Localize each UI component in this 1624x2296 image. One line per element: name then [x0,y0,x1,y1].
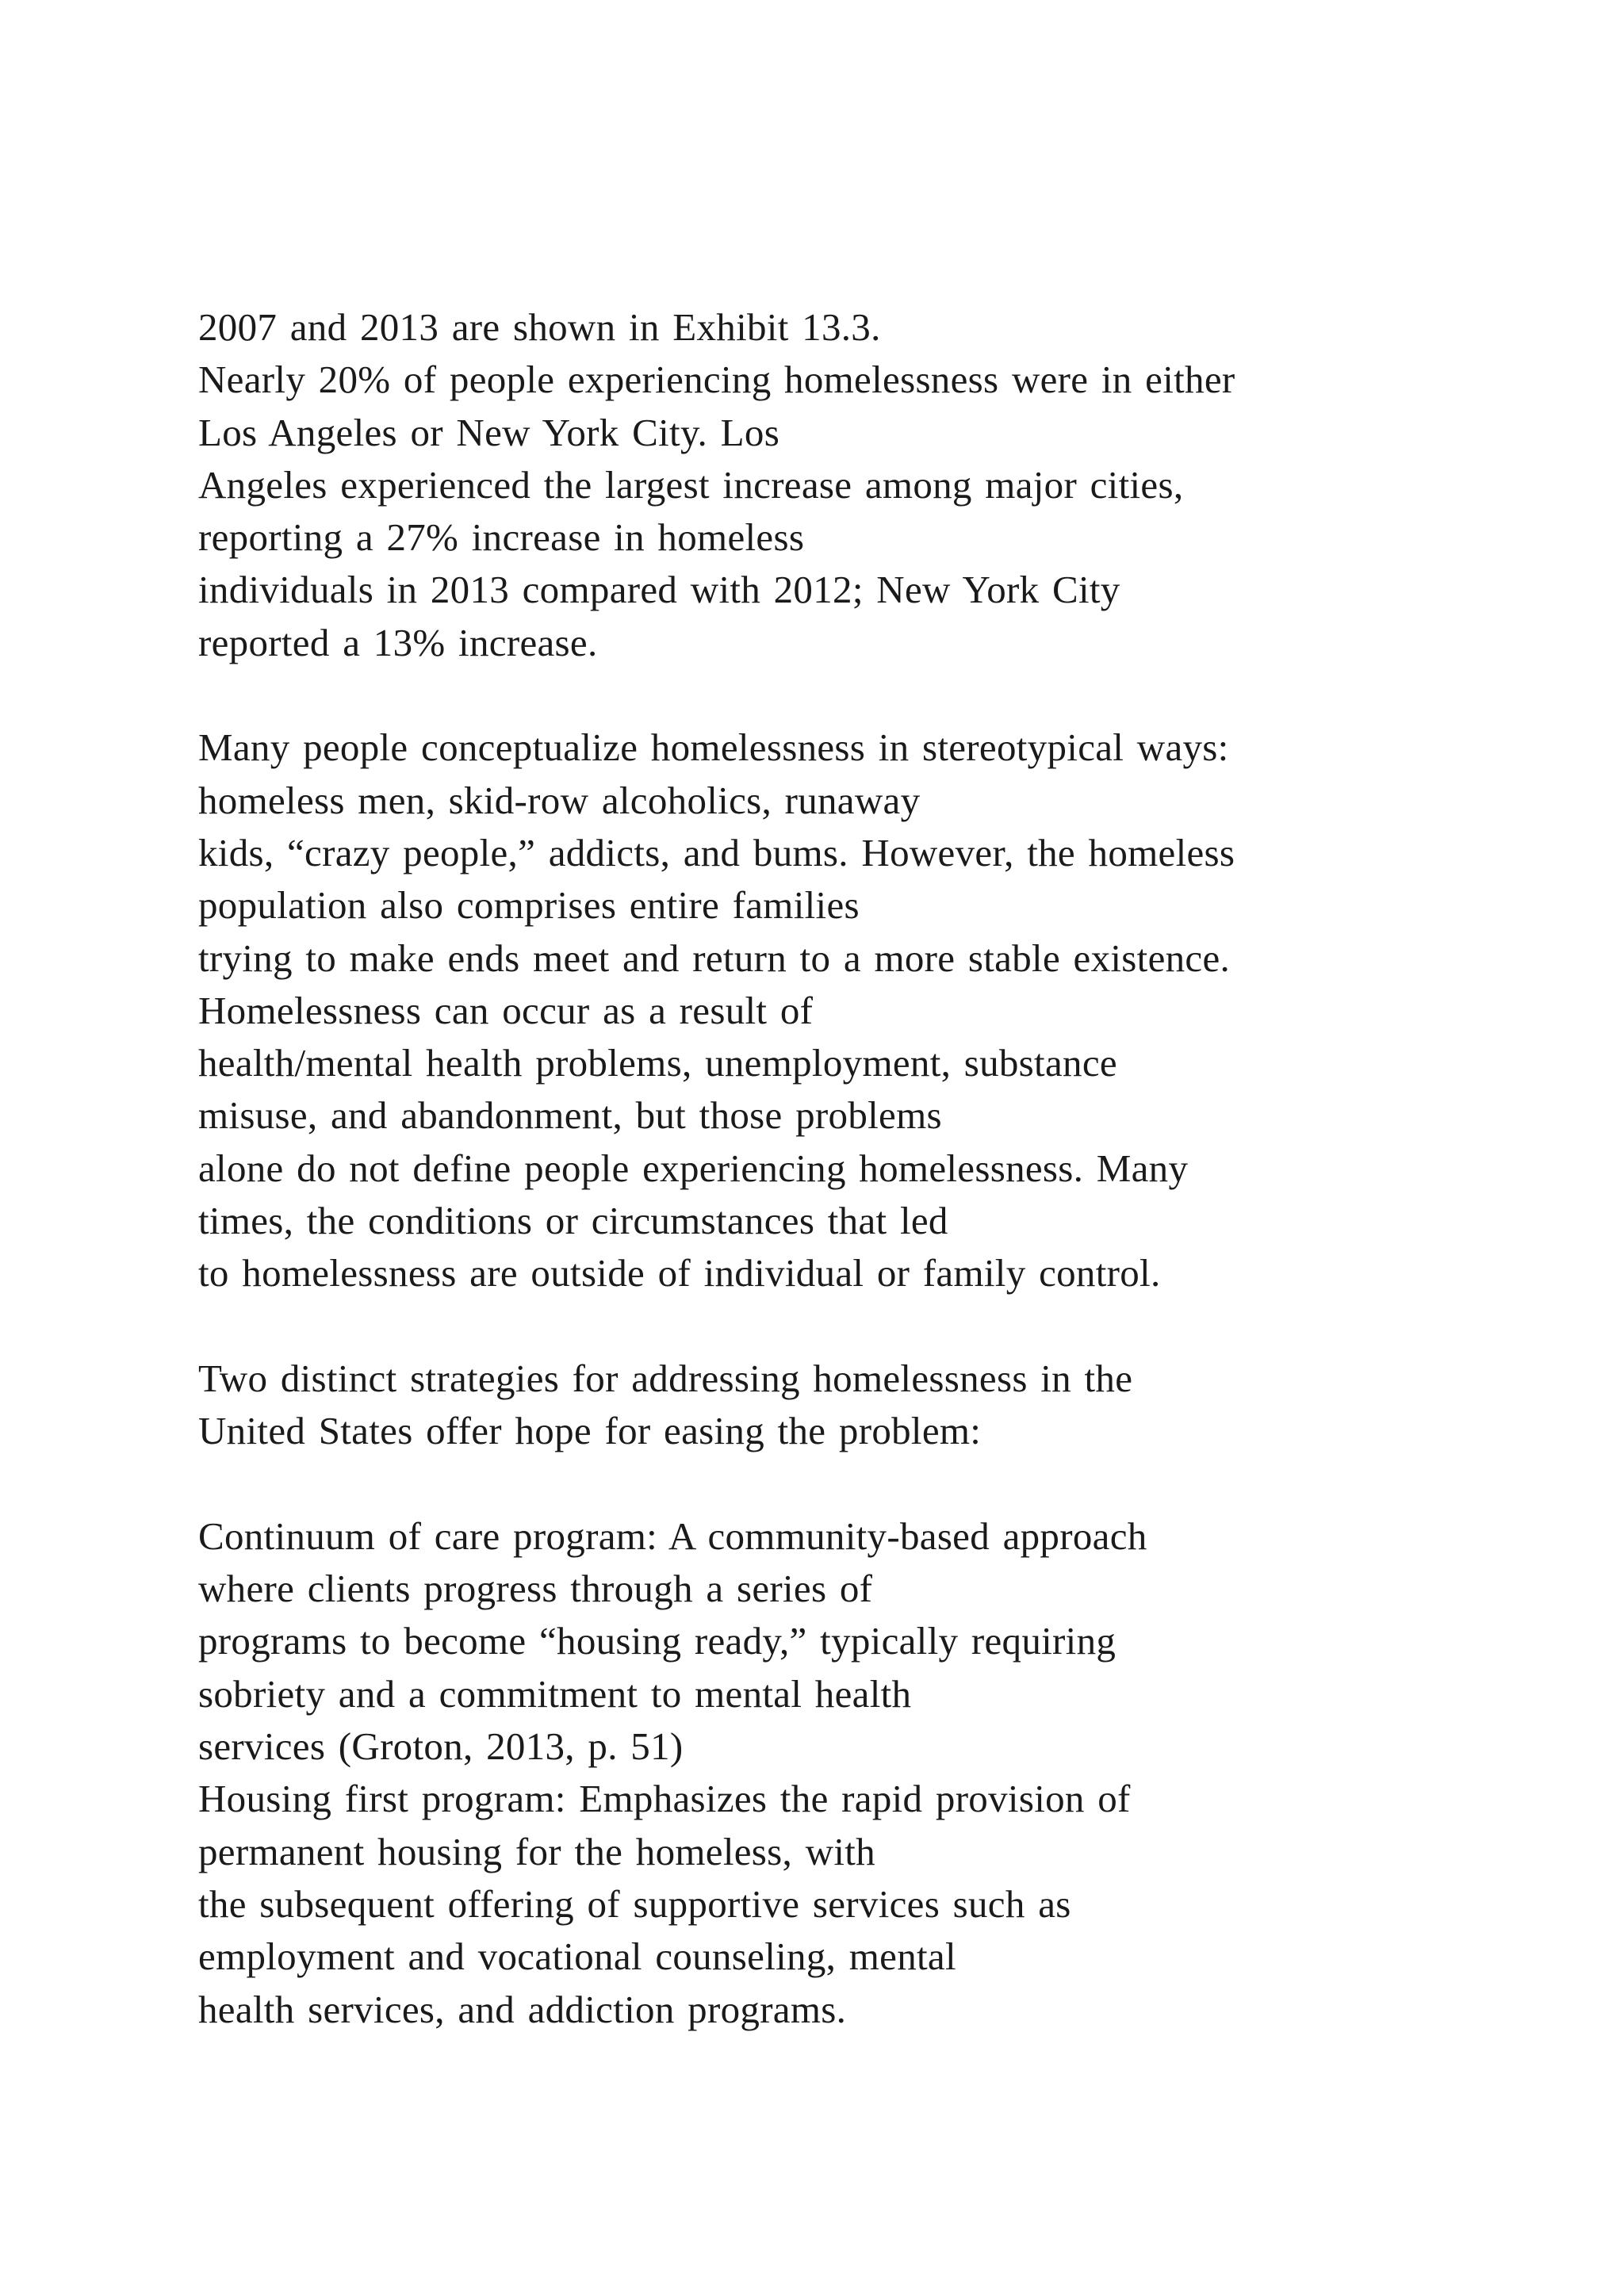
body-text [198,301,1546,2036]
text-line: Many people conceptualize homelessness in stereotypical ways: [198,725,1229,770]
paragraph-spacer [198,1458,1546,1510]
text-line: population also comprises entire families [198,883,860,928]
text-line: Los Angeles or New York City. Los [198,410,780,454]
text-line: services (Groton, 2013, p. 51) [198,1724,684,1769]
text-line: homeless men, skid-row alcoholics, runaway [198,778,921,822]
text-line: employment and vocational counseling, mental [198,1934,956,1979]
text-line: programs to become “housing ready,” typically requiring [198,1619,1116,1663]
text-line: Nearly 20% of people experiencing homelessness were in either [198,358,1235,402]
text-line: to homelessness are outside of individual or family control. [198,1251,1161,1295]
text-line: trying to make ends meet and return to a more stable existence. [198,936,1231,980]
text-line: health/mental health problems, unemployment, substance [198,1041,1117,1085]
text-line: permanent housing for the homeless, with [198,1829,875,1873]
text-line: individuals in 2013 compared with 2012; New York City [198,568,1120,612]
text-line: times, the conditions or circumstances that led [198,1199,948,1243]
text-line: misuse, and abandonment, but those problems [198,1093,942,1138]
text-line: 2007 and 2013 are shown in Exhibit 13.3. [198,305,881,349]
text-line: where clients progress through a series of [198,1567,873,1611]
text-line: alone do not define people experiencing homelessness. Many [198,1146,1189,1190]
text-line: the subsequent offering of supportive services such as [198,1881,1071,1926]
paragraph-homeless-statistics [198,301,1546,669]
text-line: United States offer hope for easing the problem: [198,1409,982,1453]
text-line: Angeles experienced the largest increase among major cities, [198,462,1184,507]
text-line: reporting a 27% increase in homeless [198,515,805,560]
text-line: Two distinct strategies for addressing homelessness in the [198,1356,1133,1400]
paragraph-stereotypes [198,721,1546,1299]
paragraph-program-definitions [198,1510,1546,2036]
text-line: reported a 13% increase. [198,620,598,664]
text-line: Housing first program: Emphasizes the rapid provision of [198,1777,1131,1821]
text-line: sobriety and a commitment to mental health [198,1671,912,1716]
paragraph-strategies-intro [198,1353,1546,1458]
text-line: kids, “crazy people,” addicts, and bums. However, the homeless [198,830,1235,874]
text-line: Continuum of care program: A community-based approach [198,1513,1147,1558]
text-line: health services, and addiction programs. [198,1987,847,2031]
text-line: Homelessness can occur as a result of [198,988,814,1032]
paragraph-spacer [198,669,1546,721]
paragraph-spacer [198,1300,1546,1353]
